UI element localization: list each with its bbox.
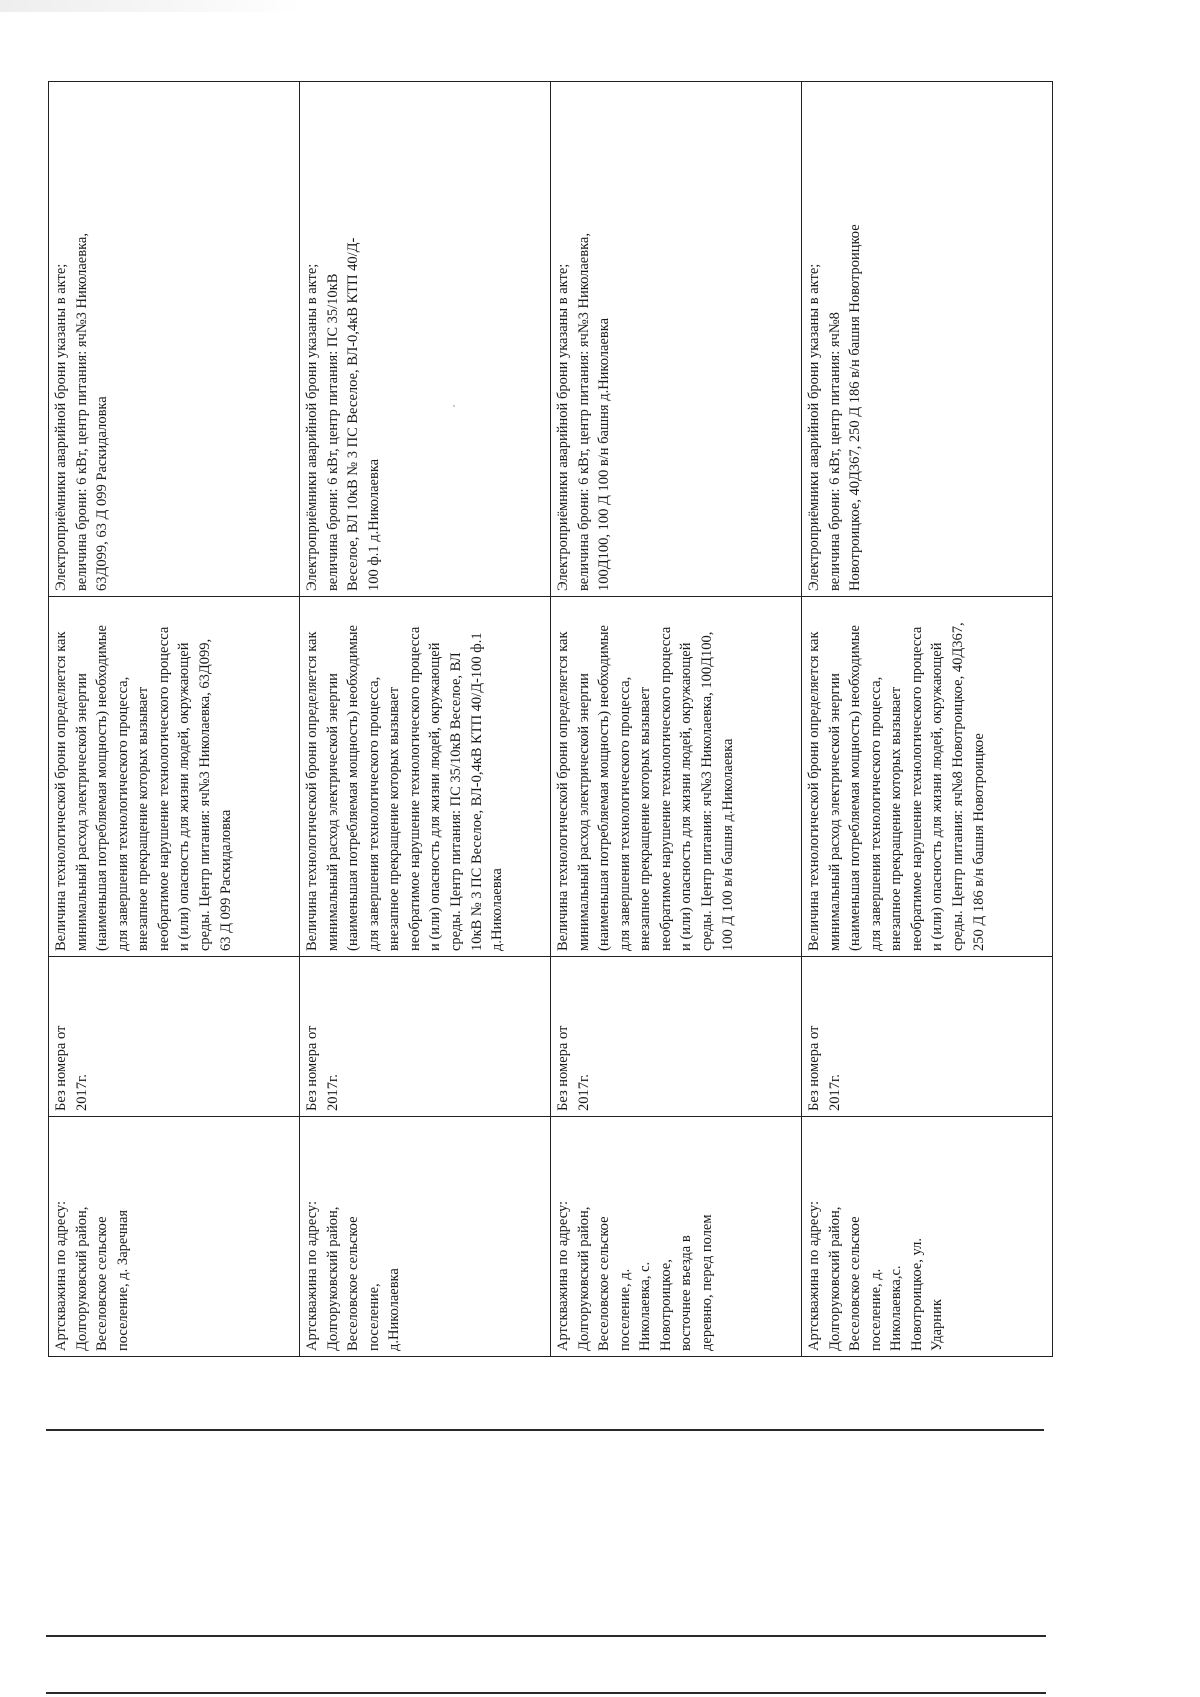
document-cell xyxy=(300,957,551,1117)
reservation-table xyxy=(48,81,1053,1357)
document-text: Без номера от 2017г. xyxy=(806,1025,843,1111)
document-text: Без номера от 2017г. xyxy=(555,1025,592,1111)
emergency-reserve-text: Электроприёмники аварийной брони указаны в акте; величина брони: 6 кВт, центр питания: яч№3 Николаевка, 63Д099, 63 Д 099 Раскидаловка xyxy=(53,233,111,591)
emergency-reserve-cell xyxy=(300,82,551,597)
emergency-reserve-cell xyxy=(49,82,300,597)
emergency-reserve-text: Электроприёмники аварийной брони указаны в акте; величина брони: 6 кВт, центр питания: яч№3 Николаевка, 100Д100, 100 Д 100 в/н башня д.Николаевка xyxy=(555,233,613,591)
horizontal-rule xyxy=(46,1692,1046,1694)
technological-reserve-cell xyxy=(802,597,1053,957)
document-cell xyxy=(551,957,802,1117)
scan-speck xyxy=(453,405,455,407)
document-cell xyxy=(802,957,1053,1117)
table-row xyxy=(49,82,300,1357)
address-text: Артскважина по адресу: Долгоруковский район, Веселовское сельское поселение, д. Заречная xyxy=(53,1200,131,1351)
emergency-reserve-text: Электроприёмники аварийной брони указаны в акте; величина брони: 6 кВт, центр питания: ПС 35/10кВ Веселое, ВЛ 10кВ № 3 ПС Веселое, ВЛ-0,4кВ КТП 40/Д- 100 ф.1 д.Николаевка xyxy=(304,237,382,591)
emergency-reserve-text: Электроприёмники аварийной брони указаны в акте; величина брони: 6 кВт, центр питания: яч№8 Новотроицкое, 40Д367, 250 Д 186 в/н башня Новотроицкое xyxy=(806,224,864,591)
table-row xyxy=(802,82,1053,1357)
table-row xyxy=(300,82,551,1357)
document-text: Без номера от 2017г. xyxy=(304,1025,341,1111)
document-cell xyxy=(49,957,300,1117)
address-text: Артскважина по адресу: Долгоруковский район, Веселовское сельское поселение, д. Николаевка, с. Новотроицкое, восточнее въезда в деревню, перед полем xyxy=(555,1200,716,1351)
horizontal-rule xyxy=(46,1429,1044,1431)
emergency-reserve-cell xyxy=(802,82,1053,597)
technological-reserve-cell xyxy=(300,597,551,957)
technological-reserve-text: Величина технологической брони определяется как минимальный расход электрической энергии (наименьшая потребляемая мощность) необходимые для завершения технологического процесса, внезапное прекращение которых вызывает необратимое нарушение технологического процесса и (или) опасность для жизни людей, окружающей среды. Центр питания: ПС 35/10кВ Веселое, ВЛ 10кВ № 3 ПС Веселое, ВЛ-0,4кВ КТП 40/Д-100 ф.1 д.Николаевка xyxy=(304,625,506,951)
technological-reserve-cell xyxy=(49,597,300,957)
table-row xyxy=(551,82,802,1357)
emergency-reserve-cell xyxy=(551,82,802,597)
scan-artifact-strip xyxy=(0,0,300,12)
technological-reserve-text: Величина технологической брони определяется как минимальный расход электрической энергии (наименьшая потребляемая мощность) необходимые для завершения технологического процесса, внезапное прекращение которых вызывает необратимое нарушение технологического процесса и (или) опасность для жизни людей, окружающей среды. Центр питания: яч№3 Николаевка, 100Д100, 100 Д 100 в/н башня д.Николаевка xyxy=(555,625,736,951)
technological-reserve-text: Величина технологической брони определяется как минимальный расход электрической энергии (наименьшая потребляемая мощность) необходимые для завершения технологического процесса, внезапное прекращение которых вызывает необратимое нарушение технологического процесса и (или) опасность для жизни людей, окружающей среды. Центр питания: яч№8 Новотроицкое, 40Д367, 250 Д 186 в/н башня Новотроицкое xyxy=(806,622,987,951)
address-text: Артскважина по адресу: Долгоруковский район, Веселовское сельское поселение, д.Николаевка xyxy=(304,1200,403,1351)
rotated-table-container xyxy=(48,82,1053,1357)
address-cell xyxy=(802,1117,1053,1357)
address-cell xyxy=(300,1117,551,1357)
address-cell xyxy=(49,1117,300,1357)
address-cell xyxy=(551,1117,802,1357)
technological-reserve-text: Величина технологической брони определяется как минимальный расход электрической энергии (наименьшая потребляемая мощность) необходимые для завершения технологического процесса, внезапное прекращение которых вызывает необратимое нарушение технологического процесса и (или) опасность для жизни людей, окружающей среды. Центр питания: яч№3 Николаевка, 63Д099, 63 Д 099 Раскидаловка xyxy=(53,625,234,951)
horizontal-rule xyxy=(46,1635,1046,1637)
address-text: Артскважина по адресу: Долгоруковский район, Веселовское сельское поселение, д. Николаевка,с. Новотроицкое, ул. Ударник xyxy=(806,1200,946,1351)
technological-reserve-cell xyxy=(551,597,802,957)
document-text: Без номера от 2017г. xyxy=(53,1025,90,1111)
